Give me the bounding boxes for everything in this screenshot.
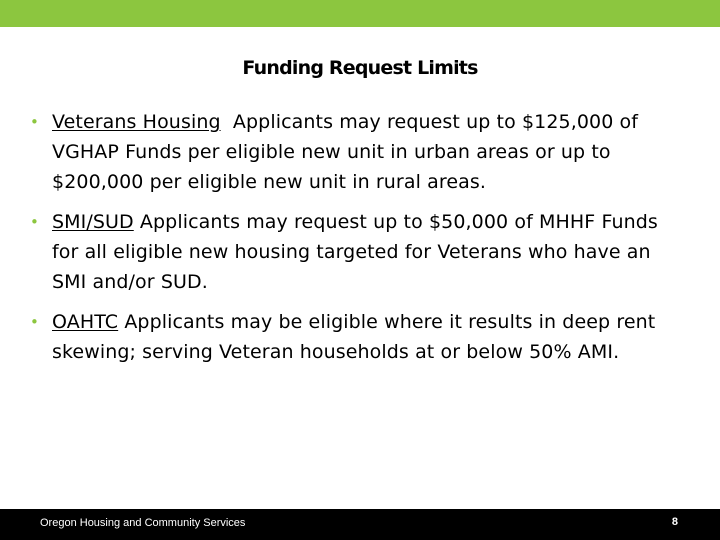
top-accent-bar: [0, 0, 720, 27]
bullet-marker: •: [30, 313, 39, 331]
bullet-term: OAHTC: [52, 311, 119, 333]
slide-title: Funding Request Limits: [242, 57, 478, 79]
bullet-text: Applicants may request up to $125,000 of VGHAP Funds per eligible new unit in urban areas or up to $200,000 per eligible new unit in rural areas.: [52, 111, 639, 193]
bullet-text: Applicants may be eligible where it results in deep rent skewing; serving Veteran households at or below 50% AMI.: [52, 311, 656, 363]
bullet-item-oahtc: [30, 307, 690, 367]
bullet-marker: •: [30, 213, 39, 231]
bullet-marker: •: [30, 113, 39, 131]
footer-organization: Oregon Housing and Community Services: [40, 517, 246, 529]
bullet-term: SMI/SUD: [52, 211, 134, 233]
bullet-term: Veterans Housing: [52, 111, 221, 133]
bullet-text: Applicants may request up to $50,000 of MHHF Funds for all eligible new housing targeted for Veterans who have an SMI and/or SUD.: [52, 211, 658, 293]
bullet-item-smi-sud: [30, 207, 690, 297]
bullet-item-veterans-housing: [30, 107, 690, 197]
footer-bar: [0, 509, 720, 540]
bullet-list: [30, 107, 690, 367]
page-number: 8: [671, 516, 678, 528]
